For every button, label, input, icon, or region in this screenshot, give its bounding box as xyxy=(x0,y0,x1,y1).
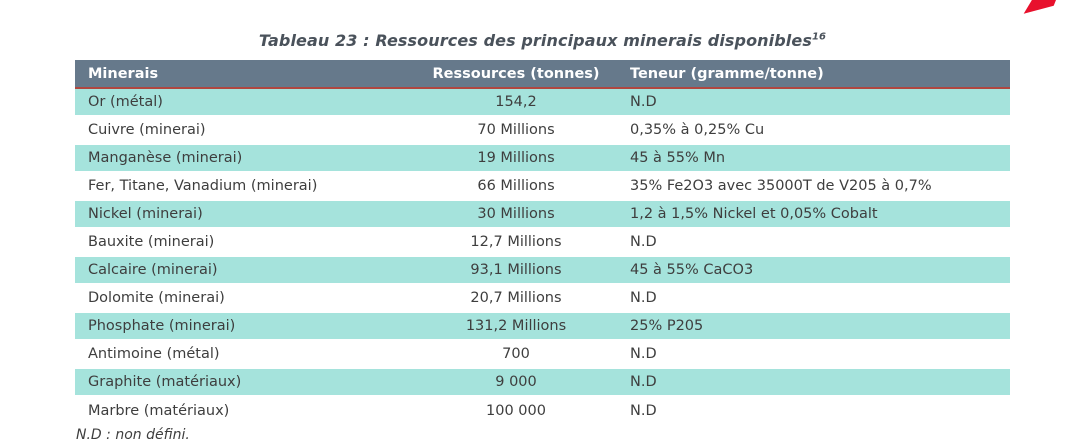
minerals-table-header xyxy=(75,60,1010,88)
mineral-name-cell: Manganèse (minerai) xyxy=(75,144,420,172)
mineral-name-cell: Dolomite (minerai) xyxy=(75,284,420,312)
grade-value-cell: N.D xyxy=(612,368,1010,396)
resources-value-cell: 66 Millions xyxy=(420,172,612,200)
resources-value-cell: 700 xyxy=(420,340,612,368)
minerals-table-body xyxy=(75,88,1010,424)
grade-value-cell: N.D xyxy=(612,284,1010,312)
table-row xyxy=(75,340,1010,368)
resources-value-cell: 70 Millions xyxy=(420,116,612,144)
grade-value-cell: N.D xyxy=(612,88,1010,116)
table-row xyxy=(75,228,1010,256)
grade-value-cell: N.D xyxy=(612,340,1010,368)
resources-value-cell: 19 Millions xyxy=(420,144,612,172)
mineral-name-cell: Cuivre (minerai) xyxy=(75,116,420,144)
header-row xyxy=(75,60,1010,88)
grade-value-cell: 45 à 55% Mn xyxy=(612,144,1010,172)
resources-value-cell: 30 Millions xyxy=(420,200,612,228)
table-row xyxy=(75,88,1010,116)
table-title-text: Tableau 23 : Ressources des principaux minerais disponibles xyxy=(258,31,812,50)
table-row xyxy=(75,284,1010,312)
mineral-name-cell: Marbre (matériaux) xyxy=(75,396,420,424)
grade-value-cell: 35% Fe2O3 avec 35000T de V205 à 0,7% xyxy=(612,172,1010,200)
table-row xyxy=(75,256,1010,284)
grade-value-cell: N.D xyxy=(612,228,1010,256)
mineral-name-cell: Bauxite (minerai) xyxy=(75,228,420,256)
table-row xyxy=(75,396,1010,424)
table-row xyxy=(75,312,1010,340)
red-corner-logo-icon xyxy=(1023,0,1056,15)
grade-value-cell: N.D xyxy=(612,396,1010,424)
table-row xyxy=(75,116,1010,144)
resources-value-cell: 154,2 xyxy=(420,88,612,116)
column-header-teneur: Teneur (gramme/tonne) xyxy=(612,60,1010,88)
resources-value-cell: 93,1 Millions xyxy=(420,256,612,284)
mineral-name-cell: Nickel (minerai) xyxy=(75,200,420,228)
grade-value-cell: 25% P205 xyxy=(612,312,1010,340)
mineral-name-cell: Or (métal) xyxy=(75,88,420,116)
resources-value-cell: 131,2 Millions xyxy=(420,312,612,340)
grade-value-cell: 1,2 à 1,5% Nickel et 0,05% Cobalt xyxy=(612,200,1010,228)
resources-value-cell: 20,7 Millions xyxy=(420,284,612,312)
table-row xyxy=(75,200,1010,228)
mineral-name-cell: Phosphate (minerai) xyxy=(75,312,420,340)
minerals-table xyxy=(75,60,1010,424)
mineral-name-cell: Graphite (matériaux) xyxy=(75,368,420,396)
mineral-name-cell: Antimoine (métal) xyxy=(75,340,420,368)
table-title xyxy=(75,31,1010,50)
table-title-footnote-ref: 16 xyxy=(811,31,827,43)
table-row xyxy=(75,172,1010,200)
table-row xyxy=(75,144,1010,172)
resources-value-cell: 100 000 xyxy=(420,396,612,424)
table-footnote: N.D : non défini. xyxy=(76,427,190,443)
grade-value-cell: 0,35% à 0,25% Cu xyxy=(612,116,1010,144)
column-header-ressources: Ressources (tonnes) xyxy=(420,60,612,88)
document-page xyxy=(75,0,1010,443)
resources-value-cell: 9 000 xyxy=(420,368,612,396)
column-header-minerais: Minerais xyxy=(75,60,420,88)
grade-value-cell: 45 à 55% CaCO3 xyxy=(612,256,1010,284)
mineral-name-cell: Fer, Titane, Vanadium (minerai) xyxy=(75,172,420,200)
resources-value-cell: 12,7 Millions xyxy=(420,228,612,256)
table-row xyxy=(75,368,1010,396)
mineral-name-cell: Calcaire (minerai) xyxy=(75,256,420,284)
